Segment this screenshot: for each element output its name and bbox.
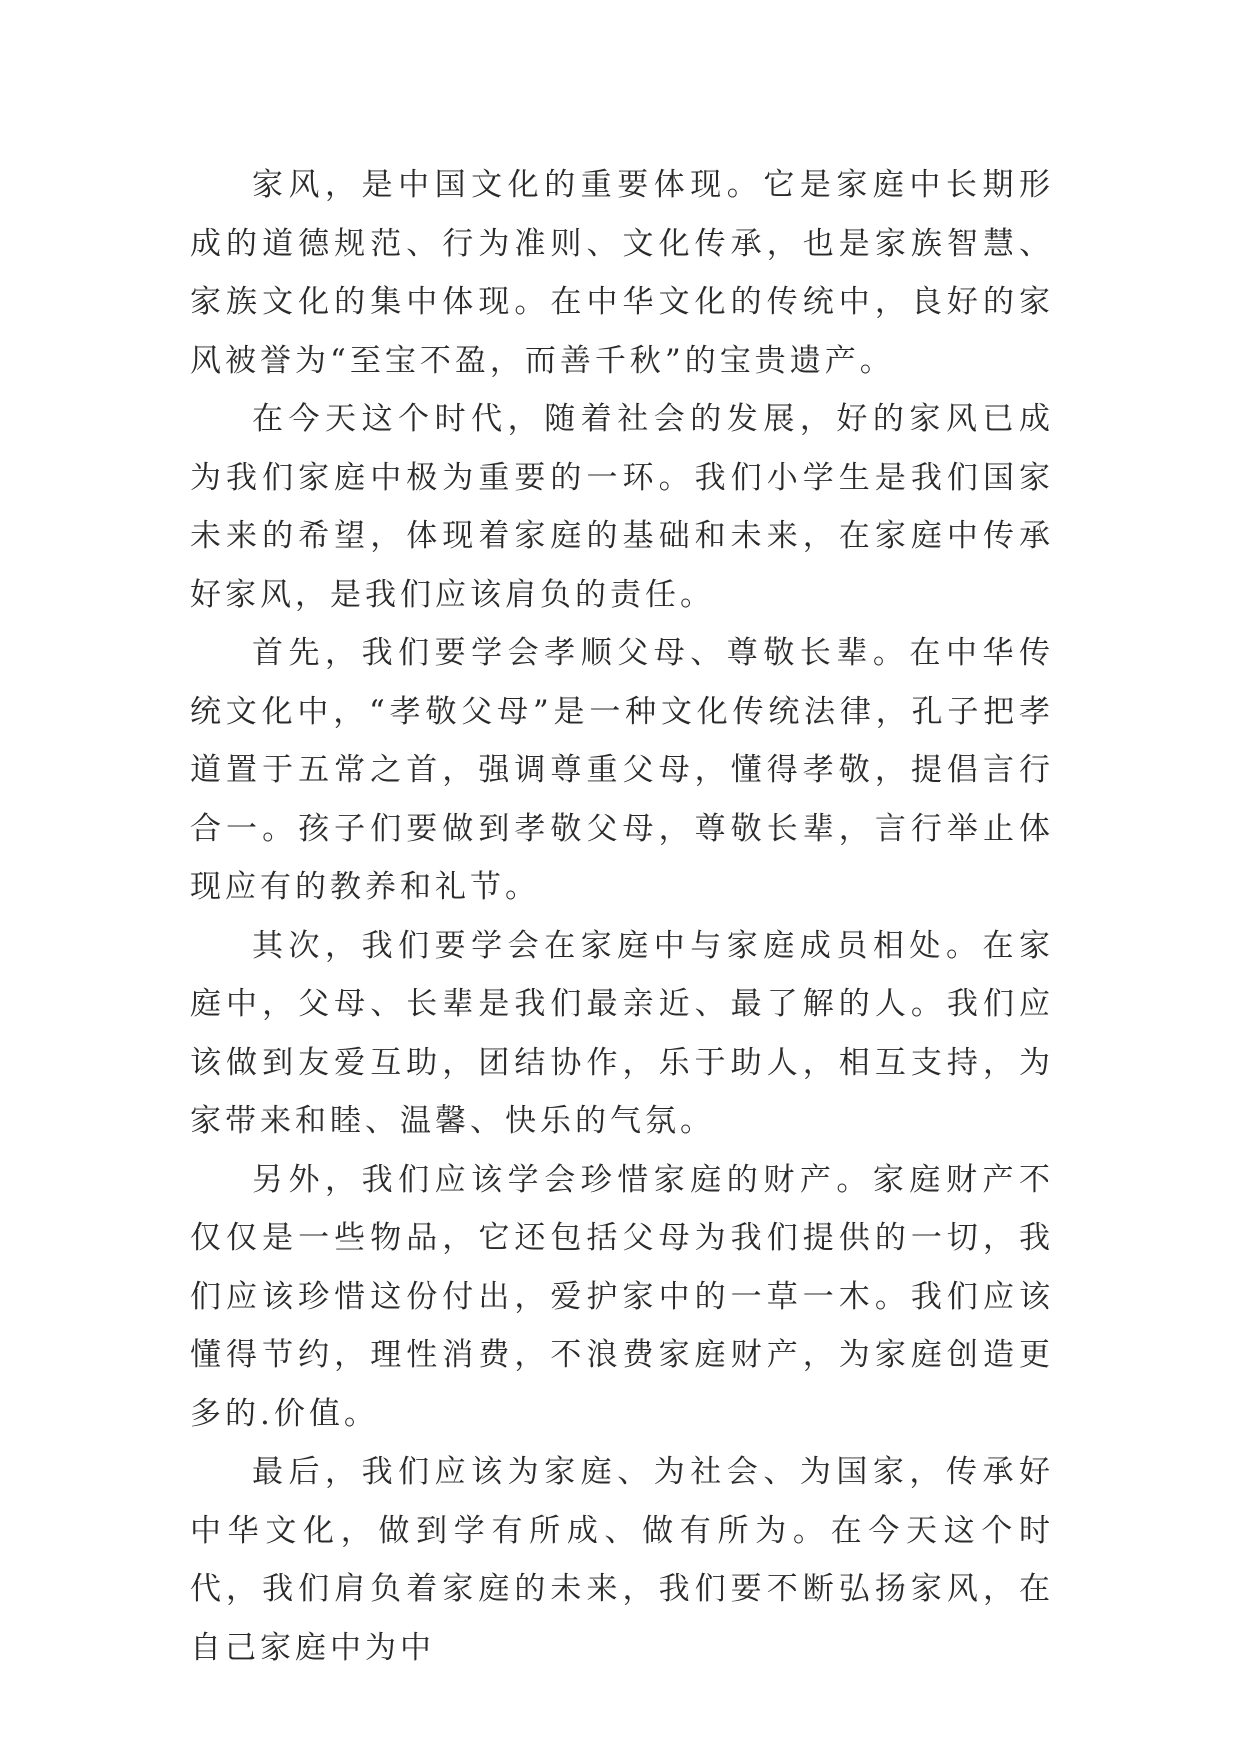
paragraph-intro: 家风，是中国文化的重要体现。它是家庭中长期形成的道德规范、行为准则、文化传承，也是家族智慧、家族文化的集中体现。在中华文化的传统中，良好的家风被誉为“至宝不盈，而善千秋”的宝贵遗产。: [190, 167, 1054, 379]
document-body: [190, 156, 1054, 1677]
paragraph-third: 另外，我们应该学会珍惜家庭的财产。家庭财产不仅仅是一些物品，它还包括父母为我们提供的一切，我们应该珍惜这份付出，爱护家中的一草一木。我们应该懂得节约，理性消费，不浪费家庭财产，为家庭创造更多的.价值。: [190, 1161, 1054, 1432]
paragraph-era: 在今天这个时代，随着社会的发展，好的家风已成为我们家庭中极为重要的一环。我们小学生是我们国家未来的希望，体现着家庭的基础和未来，在家庭中传承好家风，是我们应该肩负的责任。: [190, 401, 1054, 613]
paragraph-second: 其次，我们要学会在家庭中与家庭成员相处。在家庭中，父母、长辈是我们最亲近、最了解的人。我们应该做到友爱互助，团结协作，乐于助人，相互支持，为家带来和睦、温馨、快乐的气氛。: [190, 927, 1054, 1139]
paragraph-last: 最后，我们应该为家庭、为社会、为国家，传承好中华文化，做到学有所成、做有所为。在今天这个时代，我们肩负着家庭的未来，我们要不断弘扬家风，在自己家庭中为中: [190, 1454, 1054, 1666]
paragraph-first: 首先，我们要学会孝顺父母、尊敬长辈。在中华传统文化中，“孝敬父母”是一种文化传统法律，孔子把孝道置于五常之首，强调尊重父母，懂得孝敬，提倡言行合一。孩子们要做到孝敬父母，尊敬长辈，言行举止体现应有的教养和礼节。: [190, 635, 1054, 905]
